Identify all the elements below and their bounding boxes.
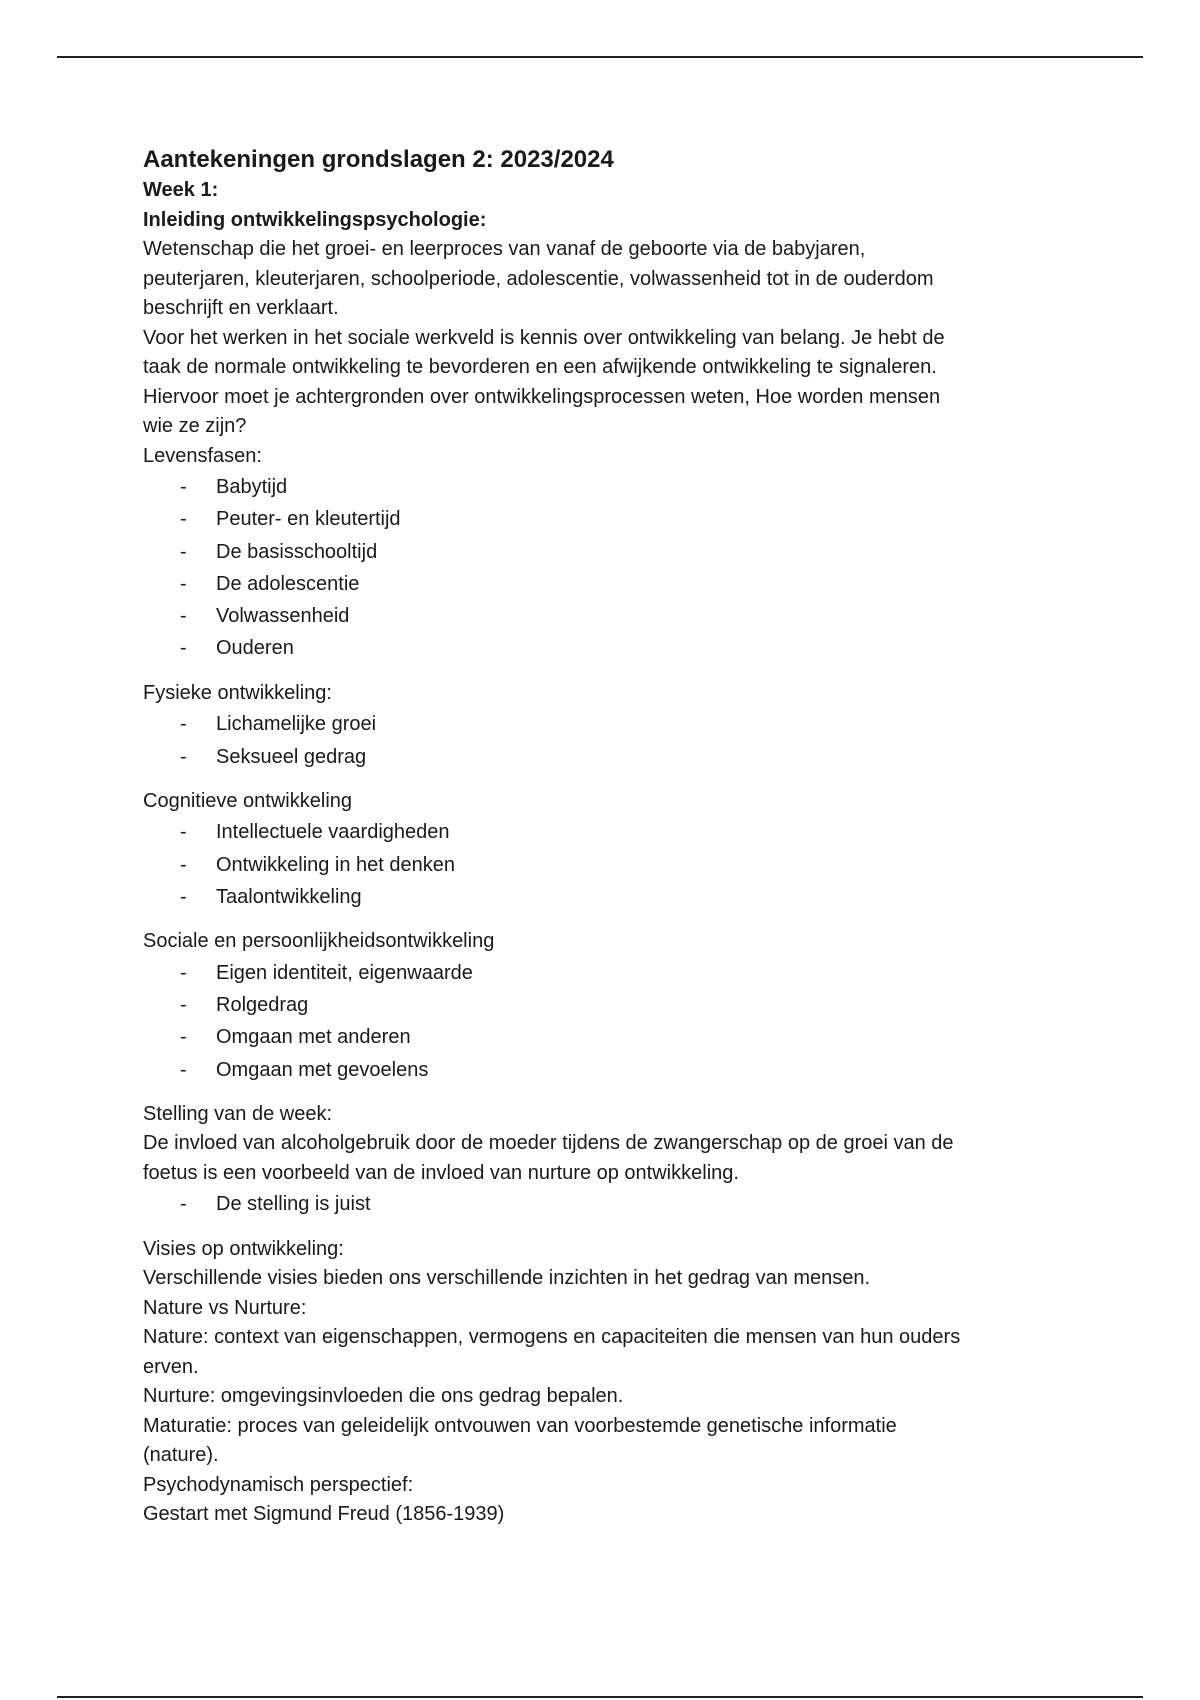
sociaal-list bbox=[143, 957, 1058, 1086]
paragraph-line: peuterjaren, kleuterjaren, schoolperiode, adolescentie, volwassenheid tot in de ouderdom bbox=[143, 267, 934, 290]
cognitief-heading: Cognitieve ontwikkeling bbox=[143, 789, 353, 812]
paragraph-line: foetus is een voorbeeld van de invloed van nurture op ontwikkeling. bbox=[143, 1161, 739, 1184]
list-item-text: Babytijd bbox=[216, 476, 288, 498]
list-item bbox=[143, 471, 1058, 503]
levensfasen-list bbox=[143, 471, 1058, 665]
dash-bullet: - bbox=[180, 605, 187, 628]
list-item bbox=[143, 568, 1058, 600]
list-item-text: De basisschooltijd bbox=[216, 540, 378, 563]
fysiek-heading: Fysieke ontwikkeling: bbox=[143, 681, 332, 704]
dash-bullet: - bbox=[180, 508, 187, 531]
dash-bullet: - bbox=[180, 885, 187, 908]
document-title: Aantekeningen grondslagen 2: 2023/2024 bbox=[143, 146, 614, 173]
fysiek-list bbox=[143, 708, 1058, 773]
dash-bullet: - bbox=[180, 1026, 187, 1049]
paragraph-line: taak de normale ontwikkeling te bevorderen en een afwijkende ontwikkeling te signaleren. bbox=[143, 356, 937, 378]
list-item-text: De adolescentie bbox=[216, 572, 360, 595]
paragraph-line: wie ze zijn? bbox=[143, 415, 247, 437]
list-item-text: Volwassenheid bbox=[216, 605, 350, 628]
dash-bullet: - bbox=[180, 961, 187, 984]
paragraph-line: Psychodynamisch perspectief: bbox=[143, 1473, 414, 1496]
stelling-list bbox=[143, 1188, 1058, 1220]
stelling-heading: Stelling van de week: bbox=[143, 1102, 333, 1125]
dash-bullet: - bbox=[180, 713, 187, 736]
dash-bullet: - bbox=[180, 1058, 187, 1081]
header-rule bbox=[57, 56, 1143, 58]
paragraph-line: (nature). bbox=[143, 1444, 219, 1467]
list-item bbox=[143, 1021, 1058, 1053]
list-item-text: Rolgedrag bbox=[216, 994, 309, 1017]
dash-bullet: - bbox=[180, 476, 187, 498]
paragraph-line: Nature vs Nurture: bbox=[143, 1296, 307, 1319]
list-item bbox=[143, 816, 1058, 848]
dash-bullet: - bbox=[180, 637, 187, 660]
list-item bbox=[143, 536, 1058, 568]
list-item-text: Omgaan met gevoelens bbox=[216, 1058, 429, 1081]
paragraph-line: Verschillende visies bieden ons verschillende inzichten in het gedrag van mensen. bbox=[143, 1267, 871, 1290]
list-item bbox=[143, 741, 1058, 773]
list-item-text: De stelling is juist bbox=[216, 1193, 371, 1216]
paragraph-line: Voor het werken in het sociale werkveld is kennis over ontwikkeling van belang. Je hebt de bbox=[143, 326, 945, 349]
list-item bbox=[143, 957, 1058, 989]
paragraph-line: Hiervoor moet je achtergronden over ontwikkelingsprocessen weten, Hoe worden mensen bbox=[143, 385, 941, 408]
list-item bbox=[143, 1188, 1058, 1220]
list-item bbox=[143, 989, 1058, 1021]
list-item-text: Omgaan met anderen bbox=[216, 1026, 411, 1049]
intro-paragraph bbox=[143, 235, 1058, 442]
list-item-text: Seksueel gedrag bbox=[216, 745, 367, 768]
paragraph-line: De invloed van alcoholgebruik door de moeder tijdens de zwangerschap op de groei van de bbox=[143, 1132, 954, 1155]
dash-bullet: - bbox=[180, 540, 187, 563]
list-item-text: Ontwikkeling in het denken bbox=[216, 853, 456, 876]
list-item bbox=[143, 503, 1058, 535]
sociaal-heading: Sociale en persoonlijkheidsontwikkeling bbox=[143, 930, 495, 953]
list-item bbox=[143, 708, 1058, 740]
document-body bbox=[143, 144, 1058, 1530]
dash-bullet: - bbox=[180, 1193, 187, 1216]
footer-rule bbox=[57, 1696, 1143, 1698]
paragraph-line: Nurture: omgevingsinvloeden die ons gedrag bepalen. bbox=[143, 1385, 624, 1408]
list-item-text: Ouderen bbox=[216, 637, 294, 660]
dash-bullet: - bbox=[180, 853, 187, 876]
list-item-text: Taalontwikkeling bbox=[216, 885, 362, 908]
paragraph-line: Gestart met Sigmund Freud (1856-1939) bbox=[143, 1503, 505, 1526]
paragraph-line: Wetenschap die het groei- en leerproces van vanaf de geboorte via de babyjaren, bbox=[143, 238, 866, 260]
list-item bbox=[143, 1054, 1058, 1086]
list-item bbox=[143, 849, 1058, 881]
cognitief-list bbox=[143, 816, 1058, 913]
list-item bbox=[143, 881, 1058, 913]
paragraph-line: Maturatie: proces van geleidelijk ontvouwen van voorbestemde genetische informatie bbox=[143, 1414, 897, 1437]
paragraph-line: erven. bbox=[143, 1355, 199, 1378]
list-item bbox=[143, 600, 1058, 632]
list-item-text: Intellectuele vaardigheden bbox=[216, 821, 450, 844]
list-item-text: Eigen identiteit, eigenwaarde bbox=[216, 961, 473, 984]
dash-bullet: - bbox=[180, 821, 187, 844]
list-item bbox=[143, 632, 1058, 664]
paragraph-line: beschrijft en verklaart. bbox=[143, 297, 339, 319]
week-heading: Week 1: bbox=[143, 179, 219, 201]
dash-bullet: - bbox=[180, 745, 187, 768]
paragraph-line: Nature: context van eigenschappen, vermogens en capaciteiten die mensen van hun ouders bbox=[143, 1326, 961, 1349]
intro-heading: Inleiding ontwikkelingspsychologie: bbox=[143, 208, 487, 231]
dash-bullet: - bbox=[180, 994, 187, 1017]
dash-bullet: - bbox=[180, 572, 187, 595]
levensfasen-heading: Levensfasen: bbox=[143, 444, 262, 467]
list-item-text: Lichamelijke groei bbox=[216, 713, 377, 736]
list-item-text: Peuter- en kleutertijd bbox=[216, 508, 401, 531]
visies-heading: Visies op ontwikkeling: bbox=[143, 1237, 344, 1260]
